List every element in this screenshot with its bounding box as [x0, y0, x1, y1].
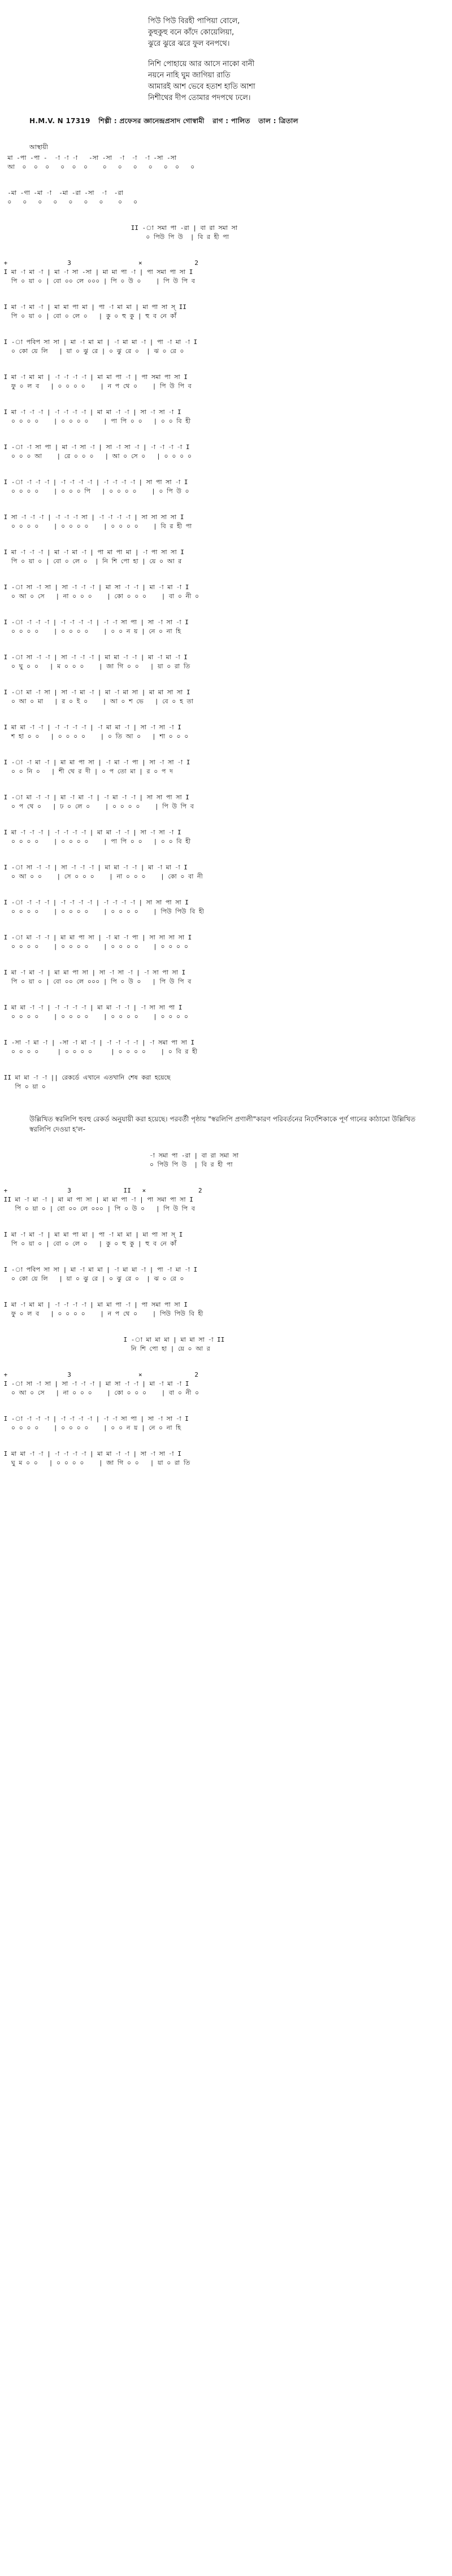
lyric-syllable-row: ০ ঘু ০ ০ | ম ০ ০ ০ | জা গি ০ ০ | য়া ০ রা তি: [0, 663, 190, 670]
swara-notation-row: + 3 II × 2: [0, 1187, 202, 1194]
tala-label: তাল : ত্রিতাল: [258, 117, 298, 125]
swara-notation-row: I -া সা -া -া | সা -া -া -া | মা মা -া -া | মা -া মা -া I: [0, 654, 188, 661]
row-spacer: [0, 846, 452, 863]
lyric-syllable-row: আ ০ ০ ০ ০ ০ ০ ০ ০ ০ ০ ০ ০ ০: [0, 163, 195, 171]
lyric-syllable-row: পি ০ য়া ০ | বো ০০ লে ০০০ | পি ০ উ ০ | পি উ পি ব: [0, 1205, 195, 1212]
lyrics-line: নিশীথের দীপ তোমার পদপথে ঢলে।: [148, 94, 251, 102]
row-spacer: [0, 986, 452, 1003]
lyric-syllable-row: ০ ০ ০ ০ | ০ ০ ০ ০ | ০ ০ ০ ০ | ০ বি র হী: [0, 1048, 198, 1055]
lyrics-line: নিশি পোহায়ে আর আসে নাকো বানী: [148, 60, 255, 68]
lyrics-line: কুহুকুহু বনে কাঁদে কোয়েলিয়া,: [148, 28, 234, 37]
lyric-syllable-row: ০ কো য়ে লি | য়া ০ ঝু রে | ০ ঝু রে ০ | ঝ ০ রে ০: [0, 347, 184, 355]
swara-notation-row: -া সমা পা -রা | বা রা সমা সা: [0, 1152, 239, 1159]
row-spacer: [0, 321, 452, 338]
row-spacer: [0, 916, 452, 933]
swara-notation-row: I -া মা -া -া | মা মা পা সা | -া মা -া পা | সা সা সা সা I: [0, 934, 192, 941]
swara-notation-row: I -া সা -া -া | সা -া -া -া | মা মা -া -া | মা -া মা -া I: [0, 864, 188, 871]
row-spacer: [0, 566, 452, 583]
swara-notation-row: I মা -া মা মা | -া -া -া -া | মা মা পা -া | পা সমা পা সা I: [0, 373, 188, 381]
swara-notation-row: I মা -া মা -া | মা মা পা মা | পা -া মা মা | মা পা সা স্ II: [0, 303, 187, 311]
row-spacer: [0, 1319, 452, 1335]
row-spacer: [0, 242, 452, 259]
row-spacer: [0, 601, 452, 618]
lyric-syllable-row: পি ০ য়া ০ | বো ০০ লে ০০০ | পি ০ উ ০ | পি উ পি ব: [0, 978, 192, 985]
lyric-syllable-row: ০ ০ ০ ০ | ০ ০ ০ ০ | ০ ০ ০ ০ | ০ ০ ০ ০: [0, 943, 188, 950]
row-spacer: [0, 811, 452, 828]
notation-section-full: [0, 1151, 452, 1468]
lyric-syllable-row: ০ ০ নি ০ | শী থে র দী | ০ প তো মা | র ০ প দ: [0, 768, 173, 775]
lyric-syllable-row: পি ০ য়া ০ | বো ০ লে ০ | কু ০ হু কু | হু ব নে কাঁ: [0, 1240, 177, 1247]
row-spacer: [0, 461, 452, 478]
row-spacer: [0, 951, 452, 968]
lyric-syllable-row: ০ ০ ০ আ | রে ০ ০ ০ | আ ০ সে ০ | ০ ০ ০ ০: [0, 452, 192, 460]
swara-notation-row: I -া মা -া -া | মা -া মা -া | -া মা -া -া | সা সা পা সা I: [0, 794, 189, 801]
swara-notation-row: I -সা -া মা -া | -সা -া মা -া | -া -া -া -া | -া সমা পা সা I: [0, 1039, 195, 1046]
lyric-syllable-row: ঘু ম ০ ০ | ০ ০ ০ ০ | জা গি ০ ০ | য়া ০ রা তি: [0, 1459, 190, 1467]
lyric-syllable-row: পি ০ য়া ০ | বো ০০ লে ০০০ | পি ০ উ ০ | পি উ পি ব: [0, 277, 195, 285]
swara-notation-row: I -া -া -া -া | -া -া -া -া | -া -া সা পা | সা -া সা -া I: [0, 619, 189, 626]
swara-notation-row: I -া মা -া সা | সা -া মা -া | মা -া মা সা | মা মা সা সা I: [0, 689, 190, 696]
lyrics-line: পিউ পিউ বিরহী পাপিয়া বোলে,: [148, 17, 240, 25]
row-spacer: [0, 496, 452, 513]
lyric-syllable-row: ০ ০ ০ ০ | ০ ০ ০ ০ | ০ ০ ০ ০ | বি র হী পা: [0, 523, 192, 530]
lyric-syllable-row: নি শি পো হা | য়ে ০ আ র: [0, 1345, 210, 1352]
row-spacer: [0, 172, 452, 189]
lyrics-line: নয়নে নাহি ঘুম জাগিয়া রাতি: [148, 71, 231, 80]
record-number: H.M.V. N 17319: [29, 117, 90, 125]
lyric-syllable-row: ০ আ ০ মা | র ০ ই ০ | আ ০ শ ভে | বে ০ হ তা: [0, 698, 193, 705]
row-spacer: [0, 1213, 452, 1230]
lyric-syllable-row: পি ০ য়া ০ | বো ০ লে ০ | নি শি পো হা | য়ে ০ আ র: [0, 558, 182, 565]
section-label-astahi: আস্থায়ী: [29, 143, 48, 151]
notation-section-primary: [0, 154, 452, 1091]
row-spacer: [0, 391, 452, 408]
swara-notation-row: II মা -া মা -া | মা মা পা সা | মা মা পা -া | পা সমা পা সা I: [0, 1196, 193, 1203]
row-spacer: [0, 1169, 452, 1186]
row-spacer: [0, 286, 452, 303]
row-spacer: [0, 776, 452, 793]
lyrics-line: ঝুরে ঝুরে ঝরে ফুল বনপথে।: [148, 40, 230, 48]
lyric-syllable-row: ০ আ ০ সে | না ০ ০ ০ | কো ০ ০ ০ | বা ০ নী ০: [0, 593, 199, 600]
row-spacer: [0, 636, 452, 653]
swara-notation-row: II -া সমা পা -রা | বা রা সমা সা: [0, 224, 238, 232]
swara-notation-row: I মা -া মা -া | মা মা পা সা | সা -া সা -া | -া সা পা সা I: [0, 969, 186, 976]
swara-notation-row: -মা -গা -মা -া -মা -রা -সা -া -রা: [0, 189, 123, 197]
lyric-syllable-row: পি ০ য়া ০: [0, 1083, 46, 1090]
lyric-syllable-row: ০ পিউ পি উ | বি র হী পা: [0, 1161, 233, 1168]
swara-notation-row: I -া -া -া -া | -া -া -া -া | -া -া -া -া | সা পা সা -া I: [0, 478, 188, 486]
swara-notation-row: II মা মা -া -া || রেকর্ডে এখানে এতখানি শেষ করা হয়েছে: [0, 1074, 171, 1081]
lyric-syllable-row: ০ পিউ পি উ | বি র হী পা: [0, 233, 229, 241]
lyric-syllable-row: ০ কো য়ে লি | য়া ০ ঝু রে | ০ ঝু রে ০ | ঝ ০ রে ০: [0, 1275, 184, 1282]
row-spacer: [0, 741, 452, 758]
swara-notation-row: I মা -া -া -া | মা -া মা -া | পা মা পা মা | -া পা সা সা I: [0, 549, 184, 556]
row-spacer: [0, 1283, 452, 1300]
swara-notation-row: I মা -া মা মা | -া -া -া -া | মা মা পা -া | পা সমা পা সা I: [0, 1301, 188, 1308]
swara-notation-row: I -া পবিপ সা সা | মা -া মা মা | -া মা মা -া | পা -া মা -া I: [0, 338, 198, 346]
row-spacer: [0, 1021, 452, 1038]
row-spacer: [0, 706, 452, 723]
row-spacer: [0, 881, 452, 898]
row-spacer: [0, 426, 452, 443]
row-spacer: [0, 1354, 452, 1370]
swara-notation-row: I -া পবিপ সা সা | মা -া মা মা | -া মা মা -া | পা -া মা -া I: [0, 1266, 198, 1273]
lyrics-line: আমারই আশ ভেবে হতাশ হাতি আশা: [148, 82, 255, 91]
lyric-syllable-row: ০ ০ ০ ০ | ০ ০ ০ ০ | ০ ০ ন য় | নে ০ না হি: [0, 628, 181, 635]
row-spacer: [0, 1398, 452, 1415]
row-spacer: [0, 531, 452, 548]
swara-notation-row: I মা -া মা -া | মা -া সা -সা | মা মা পা -া | পা সমা পা সা I: [0, 268, 193, 276]
raga-label: রাগ : পালিত: [212, 117, 250, 125]
swara-notation-row: I সা -া -া -া | -া -া -া সা | -া -া -া -া | সা সা সা সা I: [0, 514, 184, 521]
lyric-syllable-row: শ হা ০ ০ | ০ ০ ০ ০ | ০ তি আ ০ | শা ০ ০ ০: [0, 733, 189, 740]
row-spacer: [0, 1056, 452, 1073]
swara-notation-row: মা -পা -পা - -া -া -া -সা -সা -া -া -া -সা -সা: [0, 154, 177, 162]
swara-notation-row: I -া -া -া -া | -া -া -া -া | -া -া -া -া | সা সা পা সা I: [0, 899, 189, 906]
artist-credit: শিল্পী : প্রফেসর জ্ঞানেন্দ্রপ্রসাদ গোস্বামী: [98, 117, 205, 125]
swara-notation-row: I -া সা -া সা | সা -া -া -া | মা সা -া -া | মা -া মা -া I: [0, 1380, 189, 1387]
row-spacer: [0, 671, 452, 688]
lyric-syllable-row: ০ আ ০ সে | না ০ ০ ০ | কো ০ ০ ০ | বা ০ নী ০: [0, 1389, 199, 1396]
song-lyrics: [148, 16, 385, 113]
swara-notation-row: I মা -া -া -া | -া -া -া -া | মা মা -া -া | সা -া সা -া I: [0, 829, 181, 836]
lyric-syllable-row: ০ ০ ০ ০ | ০ ০ ০ ০ | ০ ০ ০ ০ | ০ ০ ০ ০: [0, 1013, 188, 1020]
swara-notation-row: I মা মা -া -া | -া -া -া -া | মা মা -া -া | -া সা সা পা I: [0, 1004, 182, 1011]
lyric-syllable-row: ০ ০ ০ ০ | ০ ০ ০ ০ | ০ ০ ন য় | নে ০ না হি: [0, 1424, 181, 1431]
lyrics-stanza: [148, 59, 385, 104]
lyric-syllable-row: ০ ০ ০ ০ | ০ ০ ০ ০ | ০ ০ ০ ০ | পিউ পিউ বি হী: [0, 908, 204, 915]
row-spacer: [0, 207, 452, 224]
swara-notation-row: I মা মা -া -া | -া -া -া -া | -া মা মা -া | সা -া সা -া I: [0, 724, 181, 731]
swara-notation-row: I মা -া -া -া | -া -া -া -া | মা মা -া -া | সা -া সা -া I: [0, 408, 181, 416]
swara-notation-row: I -া -া -া -া | -া -া -া -া | -া -া সা পা | সা -া সা -া I: [0, 1415, 189, 1422]
swara-notation-row: I -া -া সা পা | মা -া সা -া | সা -া সা -া | -া -া -া -া I: [0, 443, 190, 451]
lyric-syllable-row: পি ০ য়া ০ | বো ০ লে ০ | কু ০ হু কু | হু ব নে কাঁ: [0, 312, 177, 320]
lyric-syllable-row: ০ ০ ০ ০ | ০ ০ ০ ০ | পা পি ০ ০ | ০ ০ বি হী: [0, 417, 191, 425]
row-spacer: [0, 1248, 452, 1265]
lyric-syllable-row: ০ ০ ০ ০ ০ ০ ০ ০ ০: [0, 198, 138, 206]
lyric-syllable-row: ০ ০ ০ ০ | ০ ০ ০ ০ | পা পি ০ ০ | ০ ০ বি হী: [0, 838, 191, 845]
lyric-syllable-row: ০ ০ ০ ০ | ০ ০ ০ পি | ০ ০ ০ ০ | ০ পি উ ০: [0, 488, 189, 495]
lyric-syllable-row: ০ আ ০ ০ | সে ০ ০ ০ | না ০ ০ ০ | কো ০ বা নী: [0, 873, 203, 880]
swara-notation-row: I -া সা -া সা | সা -া -া -া | মা সা -া -া | মা -া মা -া I: [0, 584, 189, 591]
swara-notation-row: + 3 × 2: [0, 259, 198, 267]
swara-notation-row: I মা -া মা -া | মা মা পা মা | পা -া মা মা | মা পা সা স্ I: [0, 1231, 183, 1238]
lyrics-stanza: [148, 16, 385, 50]
lyric-syllable-row: ০ প থে ০ | ঢ ০ লে ০ | ০ ০ ০ ০ | পি উ পি ব: [0, 803, 194, 810]
row-spacer: [0, 356, 452, 373]
swara-notation-row: + 3 × 2: [0, 1371, 198, 1378]
record-header: [29, 116, 425, 128]
swara-notation-row: I -া মা মা মা | মা মা সা -া II: [0, 1336, 225, 1343]
lyric-syllable-row: ফু ০ ল ব | ০ ০ ০ ০ | ন প থে ০ | পি উ পি ব: [0, 382, 192, 390]
swara-notation-row: I মা মা -া -া | -া -া -া -া | মা মা -া -া | সা -া সা -া I: [0, 1450, 181, 1457]
lyric-syllable-row: ফু ০ ল ব | ০ ০ ০ ০ | ন প থে ০ | পিউ পিউ বি হী: [0, 1310, 203, 1317]
row-spacer: [0, 1433, 452, 1450]
swara-notation-row: I -া -া মা -া | মা মা পা সা | -া মা -া পা | সা -া সা -া I: [0, 759, 190, 766]
transcription-note: উল্লিখিত স্বরলিপি হুবহু রেকর্ড অনুযায়ী করা হয়েছে। পরবর্তী পৃষ্ঠায় "স্বরলিপি প্রণালী"কারণ পরিবর্তনের নির্দেশিকাকে পূর্ণ গানের কাঠামো উল্লিখিত স্বরলিপি দেওয়া হ'ল-: [29, 1115, 416, 1133]
